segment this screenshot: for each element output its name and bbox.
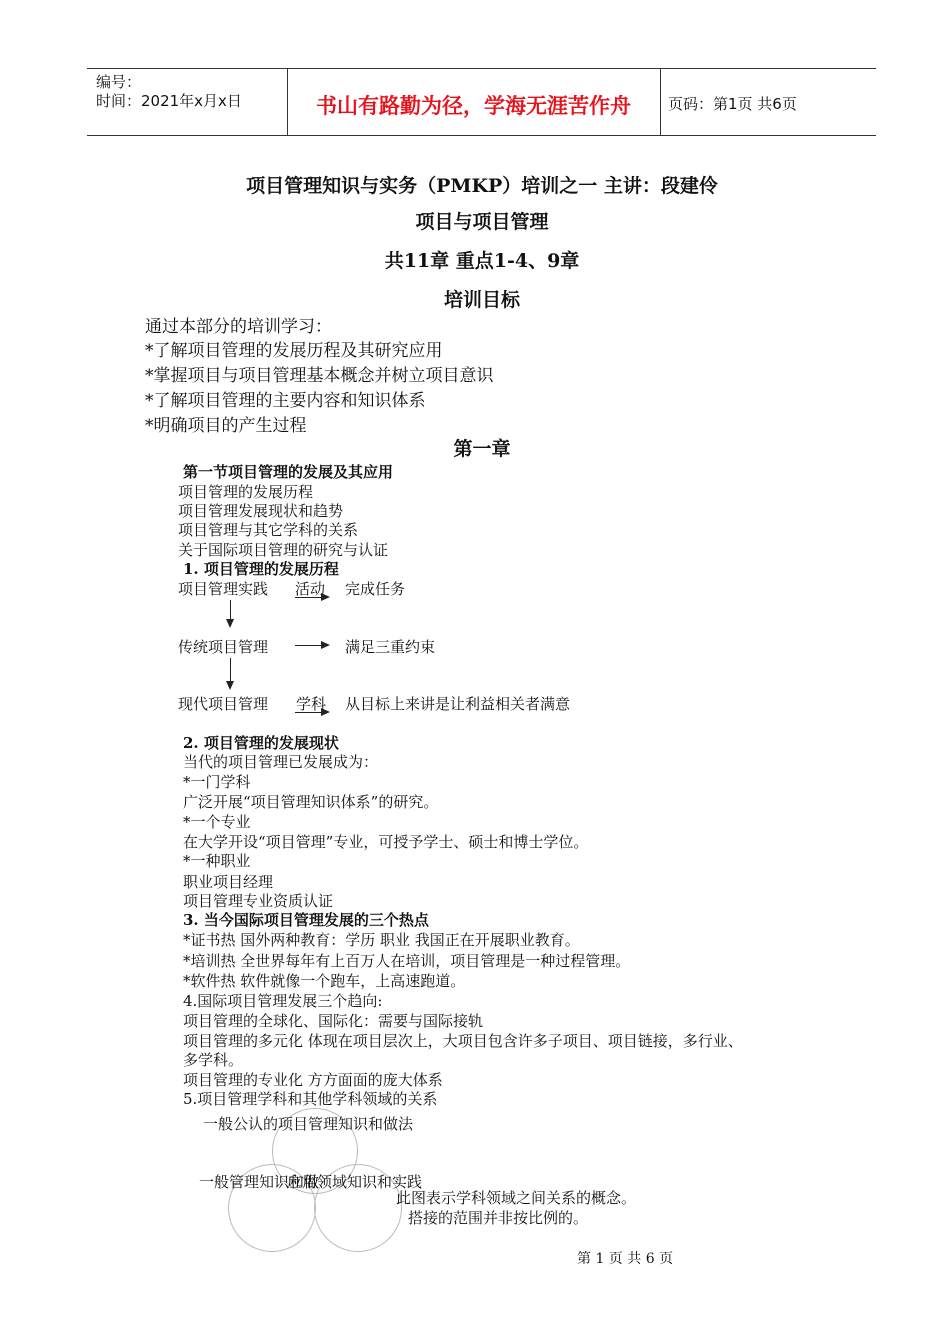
footer-page-number: 第 1 页 共 6 页 [577,1251,674,1267]
text-line: *一门学科 [183,773,251,791]
text-line: 项目管理的专业化 方方面面的庞大体系 [183,1071,443,1089]
venn-right-label: 应用领域知识和实践 [287,1173,423,1191]
flow-node-stakeholders: 从目标上来讲是让利益相关者满意 [345,695,571,713]
header-bottom-rule [87,135,876,136]
outline-item: 关于国际项目管理的研究与认证 [178,541,389,559]
main-title: 项目管理知识与实务（PMKP）培训之一 主讲：段建伶 [246,175,718,197]
flow-label-activity: 活动 [295,580,326,598]
subsection-1-title: 1. 项目管理的发展历程 [183,560,339,578]
subsection-2-title: 2. 项目管理的发展现状 [183,734,339,752]
arrow-right-icon [295,597,328,598]
text-line: 项目管理的多元化 体现在项目层次上，大项目包含许多子项目、项目链接，多行业、 [183,1032,743,1050]
text-line: 项目管理专业资质认证 [183,892,334,910]
text-line: 广泛开展“项目管理知识体系”的研究。 [183,793,439,811]
text-line: 项目管理的全球化、国际化：需要与国际接轨 [183,1012,484,1030]
text-line: *一个专业 [183,813,251,831]
text-line: 职业项目经理 [183,873,274,891]
text-line: *软件热 软件就像一个跑车，上高速跑道。 [183,972,466,990]
arrow-down-icon [230,658,231,688]
outline-item: 项目管理的发展历程 [178,483,314,501]
goal-item: *明确项目的产生过程 [145,416,307,436]
goals-intro: 通过本部分的培训学习： [145,317,332,337]
text-line: *一种职业 [183,852,251,870]
chapter-heading: 第一章 [453,438,511,460]
header-top-rule [87,68,876,69]
arrow-right-icon [295,645,328,646]
goal-item: *了解项目管理的发展历程及其研究应用 [145,341,443,361]
text-line: 5.项目管理学科和其他学科领域的关系 [183,1090,438,1108]
text-line: *证书热 国外两种教育：学历 职业 我国正在开展职业教育。 [183,931,580,949]
text-line: *培训热 全世界每年有上百万人在培训，项目管理是一种过程管理。 [183,952,631,970]
goal-item: *掌握项目与项目管理基本概念并树立项目意识 [145,366,494,386]
outline-item: 项目管理与其它学科的关系 [178,521,359,539]
subsection-3-title: 3. 当今国际项目管理发展的三个热点 [183,911,429,929]
flow-node-modern: 现代项目管理 [178,695,269,713]
flow-node-triple-constraint: 满足三重约束 [345,638,436,656]
venn-note: 搭接的范围并非按比例的。 [408,1209,589,1227]
flow-node-complete-task: 完成任务 [345,580,406,598]
serial-label: 编号： [96,73,142,91]
venn-left-label: 一般管理知识和做 [199,1173,320,1191]
time-label: 时间：2021年x月x日 [96,92,242,110]
page-label: 页码：第1页 共6页 [668,95,797,113]
arrow-down-icon [230,600,231,626]
text-line: 在大学开设“项目管理”专业，可授予学士、硕士和博士学位。 [183,833,589,851]
text-line: 当代的项目管理已发展成为： [183,753,379,771]
section-title: 第一节项目管理的发展及其应用 [183,463,394,481]
flow-node-practice: 项目管理实践 [178,580,269,598]
motto-text: 书山有路勤为径，学海无涯苦作舟 [316,94,631,118]
venn-note: 此图表示学科领域之间关系的概念。 [396,1189,637,1207]
text-line: 4.国际项目管理发展三个趋向: [183,992,383,1010]
goal-heading: 培训目标 [443,289,520,311]
chapters-title: 共11章 重点1-4、9章 [384,250,580,272]
arrow-right-icon [295,712,328,713]
goal-item: *了解项目管理的主要内容和知识体系 [145,391,426,411]
outline-item: 项目管理发展现状和趋势 [178,502,344,520]
header-divider-right [660,68,661,135]
flow-label-discipline: 学科 [296,695,327,713]
venn-top-label: 一般公认的项目管理知识和做法 [203,1115,414,1133]
sub-title: 项目与项目管理 [415,211,549,233]
flow-node-traditional: 传统项目管理 [178,638,269,656]
text-line: 多学科。 [183,1051,244,1069]
